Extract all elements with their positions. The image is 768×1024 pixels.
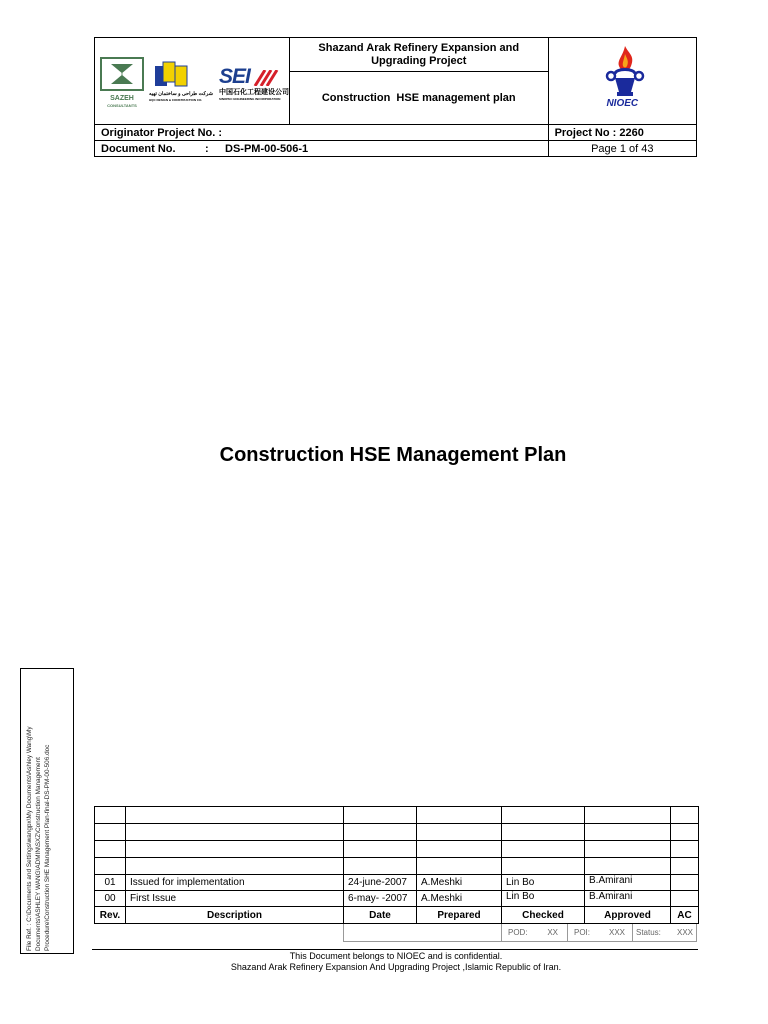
document-header [94,37,697,157]
revision-row-empty [95,841,699,858]
nioec-logo-text: NIOEC [606,98,639,109]
rev-number: 01 [95,875,126,891]
rev-checked: Lin Bo [502,875,585,891]
header-prepared: Prepared [417,907,502,924]
rev-date: 24-june-2007 [344,875,417,891]
rev-date: 6-may- -2007 [344,891,417,907]
rev-checked: Lin Bo [502,891,585,907]
file-reference-box [20,668,74,954]
pod-poi-status-row [343,924,697,942]
header-rev: Rev. [95,907,126,924]
poi-cell [567,924,633,941]
logos-cell [95,38,290,125]
rev-approved: B.Amirani [585,875,671,891]
sei-logo-chinese-text: 中国石化工程建设公司 [219,89,289,96]
header-ac: AC [671,907,699,924]
revision-row [95,891,699,907]
document-no-colon: : [205,142,209,155]
poi-value: XXX [608,928,625,937]
project-title: Shazand Arak Refinery Expansion and Upgrading Project [290,39,548,72]
document-no-label: Document No. [101,142,176,155]
revision-row-empty [95,858,699,875]
header-approved: Approved [585,907,671,924]
poi-label: POI: [574,928,591,937]
file-reference-text [25,675,52,951]
status-value: XXX [676,928,693,937]
rev-number: 00 [95,891,126,907]
document-number-row [95,141,549,157]
rev-approved: B.Amirani [585,891,671,907]
pod-cell [501,924,568,941]
pod-value: XX [547,928,558,937]
sazeh-logo [99,56,145,108]
footer-confidentiality-line: This Document belongs to NIOEC and is confidential. [289,951,503,961]
rev-ac [671,875,699,891]
file-reference-line-1: File Ref. : C:\Documents and Settings\wangpx\My Documents\Ashley Wang\My [26,726,33,951]
sazeh-logo-text: SAZEH [110,95,134,102]
revision-row [95,875,699,891]
rev-description: Issued for implementation [126,875,344,891]
hqc-logo [149,60,213,104]
revision-row-empty [95,807,699,824]
rev-description: First Issue [126,891,344,907]
pod-label: POD: [508,928,528,937]
page-number: Page 1 of 43 [548,141,696,157]
sei-logo-text: SEI [219,65,250,88]
status-label: Status: [636,928,661,937]
revision-table [94,806,699,937]
originator-project-no: Originator Project No. : [95,125,549,141]
revision-row-empty [95,824,699,841]
main-title: Construction HSE Management Plan [219,444,567,466]
sei-logo [219,66,289,106]
footer-divider [92,949,698,950]
file-reference-line-3: Procedure\Construction SHE Management Plan-final-DS-PM-00-506.doc [44,744,51,951]
footer-project-line: Shazand Arak Refinery Expansion And Upgrading Project ,Islamic Republic of Iran. [230,962,562,972]
project-number: Project No : 2260 [548,125,696,141]
header-date: Date [344,907,417,924]
rev-prepared: A.Meshki [417,891,502,907]
revision-header-row [95,907,699,924]
hqc-logo-subtext: HQC DESIGN & CONSTRUCTION CO. [149,98,203,102]
rev-ac [671,891,699,907]
nioec-logo-cell [548,38,696,125]
header-description: Description [126,907,344,924]
file-reference-line-2: Documents\ASHLEY WANG\ADMIN\SXZ\Construction Management [35,757,42,951]
rev-prepared: A.Meshki [417,875,502,891]
document-subject: Construction HSE management plan [321,91,516,104]
hqc-logo-persian-text: شرکت طراحی و ساختمان تهیه [149,91,213,97]
title-cell [289,38,548,125]
document-no-value: DS-PM-00-506-1 [225,142,309,155]
footer [94,951,698,973]
sei-logo-subtext: SINOPEC ENGINEERING INCORPORATION [219,97,281,101]
nioec-flame-icon [605,44,645,100]
sazeh-logo-subtext: CONSULTANTS [107,103,137,108]
header-checked: Checked [502,907,585,924]
status-cell [632,924,698,941]
